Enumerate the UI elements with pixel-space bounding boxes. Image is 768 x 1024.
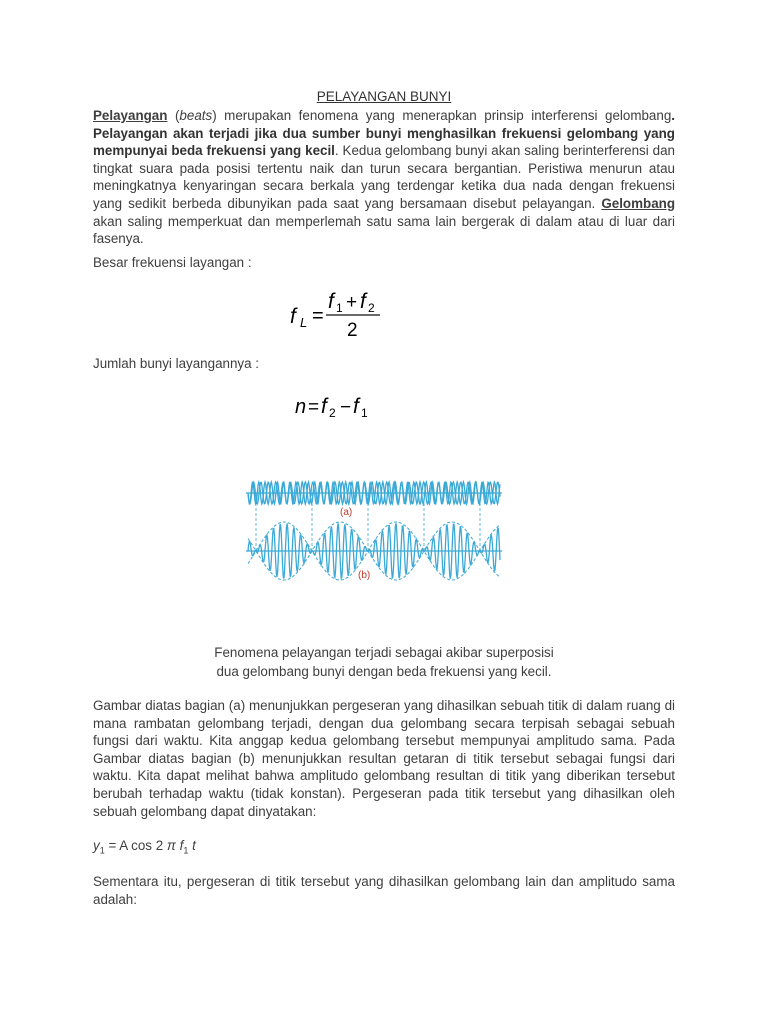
figure-label-a: (a) bbox=[340, 507, 353, 518]
figure-caption bbox=[0, 643, 768, 681]
formula1-lhs: f bbox=[290, 305, 296, 328]
equation-y1 bbox=[93, 838, 196, 856]
formula1-num-b: f bbox=[360, 290, 366, 313]
formula1-num-a: f bbox=[328, 290, 334, 313]
intro-sentence-3: akan saling memperkuat dan memperlemah satu sama lain bergerak di dalam atau di luar dari fasenya. bbox=[93, 213, 675, 247]
beat-count-label: Jumlah bunyi layangannya : bbox=[93, 356, 260, 371]
beat-count-formula bbox=[293, 392, 383, 424]
formula2-eq: = bbox=[308, 397, 320, 418]
figure-label-b: (b) bbox=[358, 570, 371, 581]
beat-frequency-label: Besar frekuensi layangan : bbox=[93, 255, 252, 270]
gelombang-link[interactable]: Gelombang bbox=[601, 195, 675, 211]
formula2-a: f bbox=[321, 395, 327, 418]
formula2-b: f bbox=[353, 395, 359, 418]
eq-y1-pi: π bbox=[166, 838, 176, 853]
formula1-num-b-sub: 2 bbox=[368, 301, 375, 315]
formula1-num-a-sub: 1 bbox=[336, 301, 343, 315]
beat-wave-figure bbox=[240, 468, 510, 598]
term-pelayangan: Pelayangan bbox=[93, 108, 168, 123]
intro-sentence-2: Kedua gelombang bunyi akan saling berinterferensi dan tingkat suara pada posisi tertentu naik dan turun secara bergantian. Peristiwa menurun atau meningkatnya kenyaringan secara berkala yang terdengar ketika dua nada dengan frekuensi yang sedikit berbeda dibunyikan pada saat yang bersamaan disebut pelayangan. bbox=[93, 143, 675, 211]
caption-line-1: Fenomena pelayangan terjadi sebagai akibar superposisi bbox=[214, 645, 554, 660]
caption-line-2: dua gelombang bunyi dengan beda frekuensi yang kecil. bbox=[216, 664, 552, 679]
closing-paragraph: Sementara itu, pergeseran di titik tersebut yang dihasilkan gelombang lain dan amplitudo sama adalah: bbox=[93, 874, 675, 907]
formula2-a-sub: 2 bbox=[329, 406, 336, 420]
formula1-plus: + bbox=[346, 292, 358, 313]
intro-bold-statement: Pelayangan akan terjadi jika dua sumber bunyi menghasilkan frekuensi gelombang yang mempunyai beda frekuensi yang kecil bbox=[93, 125, 675, 159]
term-beats: beats bbox=[179, 108, 213, 123]
intro-sentence-1: merupakan fenomena yang menerapkan prinsip interferensi gelombang bbox=[224, 108, 672, 123]
formula2-lhs: n bbox=[295, 396, 307, 418]
eq-y1-y: y bbox=[93, 838, 100, 853]
formula2-b-sub: 1 bbox=[361, 406, 368, 420]
beat-frequency-formula bbox=[286, 290, 386, 342]
eq-y1-sub: 1 bbox=[99, 845, 105, 856]
formula1-den: 2 bbox=[347, 320, 358, 341]
page-title: PELAYANGAN BUNYI bbox=[316, 89, 452, 104]
eq-y1-f: f bbox=[179, 838, 184, 853]
formula2-minus: − bbox=[340, 397, 352, 418]
formula1-lhs-sub: L bbox=[300, 315, 308, 330]
wave-b-resultant bbox=[248, 523, 500, 579]
svg-text:=: = bbox=[312, 305, 324, 327]
eq-y1-f-sub: 1 bbox=[183, 845, 189, 856]
explanation-paragraph: Gambar diatas bagian (a) menunjukkan pergeseran yang dihasilkan sebuah titik di dalam ruang di mana rambatan gelombang terjadi, dengan dua gelombang secara terpisah sebagai sebuah fungsi dari waktu. Kita anggap kedua gelombang tersebut mempunyai amplitudo sama. Pada Gambar diatas bagian (b) menunjukkan resultan getaran di titik tersebut sebagai fungsi dari waktu. Kita dapat melihat bahwa amplitudo gelombang resultan di titik yang diberikan tersebut berubah terhadap waktu (tidak konstan). Pergeseran pada titik tersebut yang dihasilkan oleh sebuah gelombang dapat dinyatakan: bbox=[93, 698, 675, 819]
eq-y1-t: t bbox=[188, 838, 196, 853]
intro-paragraph: Pelayangan (beats) merupakan fenomena yang menerapkan prinsip interferensi gelombang. Pelayangan akan terjadi jika dua sumber bunyi menghasilkan frekuensi gelombang yang mempunyai beda frekuensi yang kecil. Kedua gelombang bunyi akan saling berinterferensi dan tingkat suara pada posisi tertentu naik dan turun secara bergantian. Peristiwa menurun atau meningkatnya kenyaringan secara berkala yang terdengar ketika dua nada dengan frekuensi yang sedikit berbeda dibunyikan pada saat yang bersamaan disebut pelayangan. Gelombang akan saling memperkuat dan memperlemah satu sama lain bergerak di dalam atau di luar dari fasenya. bbox=[93, 108, 675, 247]
eq-y1-rest: = A cos 2 bbox=[104, 838, 167, 853]
